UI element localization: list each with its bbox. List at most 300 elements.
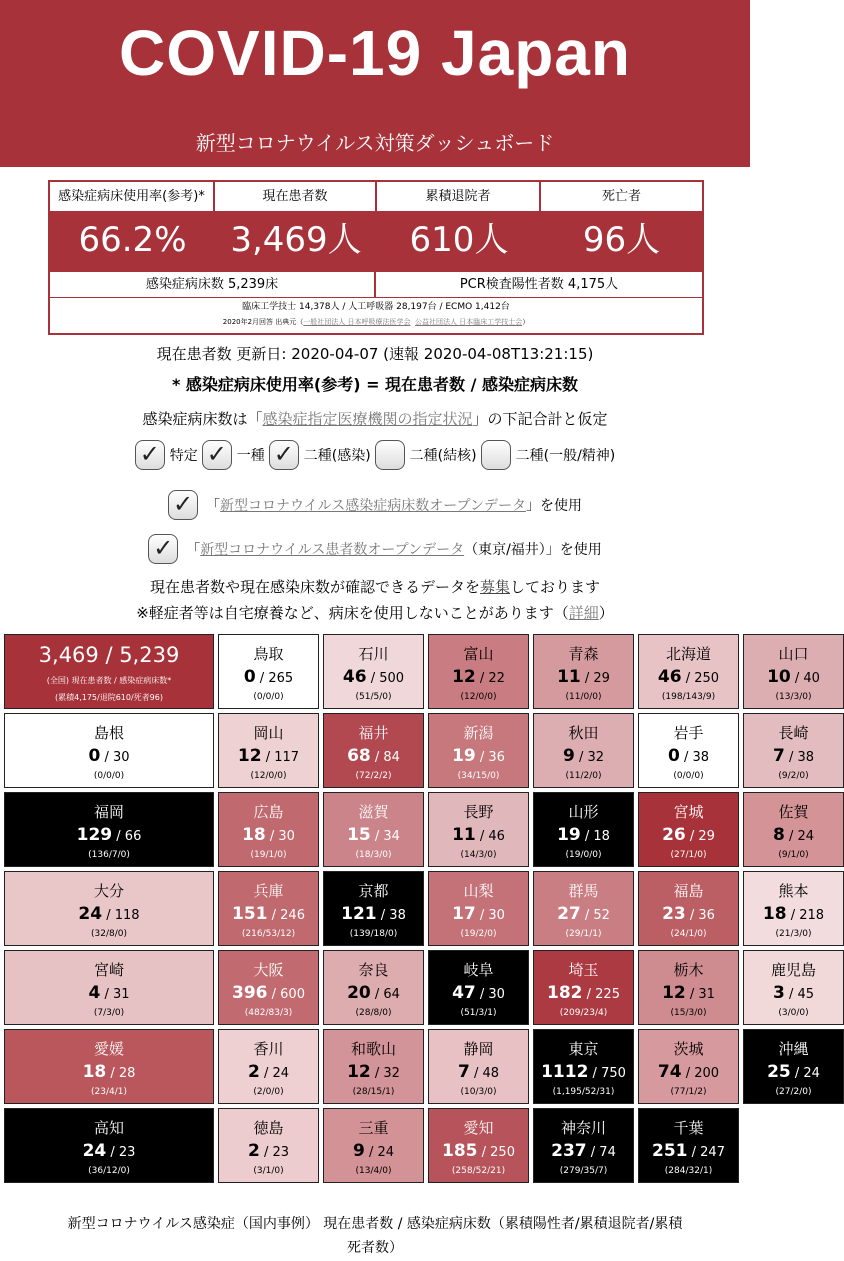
prefecture-detail: (28/8/0) [355, 1008, 392, 1018]
prefecture-cell[interactable] [533, 871, 634, 946]
open-bed-data-link[interactable]: 新型コロナウイルス感染症病床数オープンデータ [220, 498, 526, 514]
prefecture-value [639, 746, 738, 766]
prefecture-cell[interactable] [4, 871, 214, 946]
prefecture-cell[interactable] [743, 1029, 844, 1104]
current-patients: 46 [342, 667, 367, 687]
prefecture-value [5, 983, 213, 1003]
recruit-note [0, 576, 750, 597]
separator: / [370, 1066, 384, 1081]
prefecture-detail: (36/12/0) [88, 1166, 130, 1176]
current-patients: 9 [562, 746, 575, 766]
bed-count: 38 [692, 750, 710, 765]
prefecture-name: 大分 [93, 882, 124, 900]
prefecture-value [219, 1141, 318, 1161]
current-patients: 7 [457, 1062, 470, 1082]
prefecture-name: 岐阜 [463, 961, 494, 979]
prefecture-name: 茨城 [673, 1040, 704, 1058]
prefecture-cell[interactable] [533, 950, 634, 1025]
prefecture-detail: (51/3/1) [460, 1008, 497, 1018]
current-patients: 23 [662, 904, 686, 924]
current-patients: 19 [452, 746, 476, 766]
current-patients: 0 [243, 667, 256, 687]
bed-assumption [0, 408, 750, 429]
prefecture-cell[interactable] [218, 634, 319, 709]
separator: / [580, 671, 594, 686]
prefecture-value [744, 825, 843, 845]
prefecture-detail: (19/2/0) [460, 929, 497, 939]
prefecture-cell[interactable] [4, 792, 214, 867]
prefecture-value [219, 667, 318, 687]
prefecture-detail: (284/32/1) [664, 1166, 713, 1176]
label-bed-usage: 感染症病床使用率(参考)* [50, 182, 215, 211]
separator: / [259, 1066, 273, 1081]
prefecture-cell[interactable] [533, 634, 634, 709]
footer-line1: 新型コロナウイルス感染症（国内事例） 現在患者数 / 感染症病床数（累積陽性者/累積退院者/累積 [67, 1216, 683, 1232]
prefecture-name: 青森 [568, 645, 599, 663]
value-discharged: 610人 [409, 220, 509, 260]
open-bed-data-option[interactable] [0, 490, 750, 520]
checkbox-label: 特定 [169, 448, 198, 464]
prefecture-value [639, 667, 738, 687]
prefecture-detail: (216/53/12) [241, 929, 296, 939]
current-patients: 396 [232, 983, 268, 1003]
prefecture-cell[interactable] [533, 792, 634, 867]
bed-count: 30 [488, 908, 505, 923]
open-bed-prefix: 「 [206, 498, 221, 514]
footer-line2: 死者数） [347, 1240, 403, 1256]
prefecture-cell[interactable] [428, 1029, 529, 1104]
bed-count: 24 [272, 1066, 290, 1081]
prefecture-detail: (13/3/0) [775, 692, 812, 702]
separator: / [364, 1145, 378, 1160]
current-patients: 11 [557, 667, 581, 687]
prefecture-value [744, 983, 843, 1003]
prefecture-detail: (209/23/4) [559, 1008, 608, 1018]
separator: / [100, 750, 113, 765]
prefecture-name: 埼玉 [568, 961, 599, 979]
bed-count: 29 [593, 671, 610, 686]
prefecture-detail: (1,195/52/31) [552, 1087, 615, 1097]
prefecture-detail: (19/1/0) [250, 850, 287, 860]
prefecture-cell[interactable] [533, 713, 634, 788]
prefecture-value [639, 1062, 738, 1082]
bed-count: 66 [124, 829, 142, 844]
value-bed-usage: 66.2% [78, 220, 187, 260]
prefecture-value [324, 825, 423, 845]
prefecture-value [5, 746, 213, 766]
current-patients: 68 [347, 746, 371, 766]
current-patients: 129 [76, 825, 113, 845]
prefecture-name: 新潟 [463, 724, 494, 742]
prefecture-detail: (28/15/1) [352, 1087, 395, 1097]
prefecture-grid [4, 634, 825, 1183]
check-item-tokutei[interactable] [135, 440, 198, 470]
prefecture-detail: (258/52/21) [451, 1166, 506, 1176]
separator: / [574, 750, 588, 765]
prefecture-cell[interactable] [428, 713, 529, 788]
prefecture-cell[interactable] [638, 871, 739, 946]
checkbox-label: 二種(感染) [303, 448, 371, 464]
prefecture-cell[interactable] [428, 792, 529, 867]
prefecture-value [324, 983, 423, 1003]
prefecture-name: 石川 [358, 645, 389, 663]
prefecture-name: 長崎 [778, 724, 809, 742]
bed-count: 118 [114, 908, 140, 923]
bed-count: 64 [383, 987, 400, 1002]
prefecture-detail: (7/3/0) [93, 1008, 125, 1018]
prefecture-name: 徳島 [253, 1119, 284, 1137]
prefecture-value [534, 1062, 633, 1082]
summary-values [50, 211, 702, 272]
designation-link[interactable]: 感染症指定医療機関の指定状況 [262, 410, 473, 428]
prefecture-value [429, 983, 528, 1003]
current-patients: 74 [657, 1062, 682, 1082]
prefecture-cell[interactable] [638, 1108, 739, 1183]
prefecture-value [534, 746, 633, 766]
prefecture-cell[interactable] [218, 871, 319, 946]
prefecture-detail: (77/1/2) [670, 1087, 707, 1097]
prefecture-detail: (27/2/0) [775, 1087, 812, 1097]
checkbox-nishu-kekkaku[interactable] [375, 440, 405, 470]
prefecture-cell[interactable] [638, 634, 739, 709]
label-deaths: 死亡者 [541, 182, 702, 211]
prefecture-cell[interactable] [323, 1029, 424, 1104]
prefecture-detail: (19/0/0) [565, 850, 602, 860]
note-suffix: ） [598, 604, 614, 622]
separator: / [687, 1145, 701, 1160]
bed-count: 200 [694, 1066, 720, 1081]
prefecture-name: 奈良 [358, 961, 389, 979]
prefecture-value [429, 746, 528, 766]
prefecture-cell[interactable] [743, 634, 844, 709]
prefecture-name: 群馬 [568, 882, 599, 900]
checkbox-label: 一種 [236, 448, 265, 464]
equipment-info: 臨床工学技士 14,378人 / 人工呼吸器 28,197台 / ECMO 1,412台 [242, 302, 510, 312]
bed-count: 22 [488, 671, 505, 686]
current-patients: 20 [347, 983, 371, 1003]
prefecture-cell[interactable] [4, 713, 214, 788]
separator: / [477, 1145, 491, 1160]
prefecture-name: 富山 [463, 645, 494, 663]
prefecture-detail: (24/1/0) [670, 929, 707, 939]
prefecture-detail: (279/35/7) [559, 1166, 608, 1176]
prefecture-name: 宮城 [673, 803, 704, 821]
prefecture-cell[interactable] [323, 634, 424, 709]
separator: / [267, 987, 281, 1002]
prefecture-value [324, 1062, 423, 1082]
prefecture-cell[interactable] [323, 950, 424, 1025]
prefecture-value [219, 904, 318, 924]
checkbox-nishu-kansen[interactable] [269, 440, 299, 470]
prefecture-cell[interactable] [323, 713, 424, 788]
prefecture-cell[interactable] [218, 1029, 319, 1104]
bed-count: 265 [268, 671, 294, 686]
bed-count: 30 [488, 987, 505, 1002]
checkbox-tokutei[interactable] [135, 440, 165, 470]
bed-count: 32 [383, 1066, 400, 1081]
prefecture-cell[interactable] [428, 1108, 529, 1183]
summary-sub [50, 272, 702, 298]
prefecture-value [5, 825, 213, 845]
separator: / [784, 987, 798, 1002]
prefecture-detail: (0/0/0) [253, 692, 284, 702]
value-current-patients: 3,469人 [230, 220, 362, 260]
detail-link[interactable]: 詳細 [568, 604, 599, 622]
bed-count: 24 [803, 1066, 820, 1081]
source-prefix: 2020年2月回答 出典元（ [222, 318, 304, 326]
prefecture-cell[interactable] [533, 1029, 634, 1104]
source-link-jacet[interactable]: 公益社団法人 日本臨床工学技士会 [414, 318, 523, 326]
current-patients: 0 [88, 746, 101, 766]
prefecture-detail: (0/0/0) [93, 771, 125, 781]
separator: / [786, 908, 800, 923]
open-bed-suffix: 」を使用 [525, 498, 582, 514]
prefecture-value [744, 904, 843, 924]
separator: / [475, 750, 489, 765]
check-item-nishu-kekkaku[interactable] [375, 440, 477, 470]
separator: / [475, 671, 489, 686]
separator: / [255, 671, 269, 686]
prefecture-cell[interactable] [218, 950, 319, 1025]
prefecture-name: 島根 [93, 724, 124, 742]
national-total-breakdown: (累積4,175/退院610/死者96) [55, 693, 163, 702]
current-patients: 17 [452, 904, 476, 924]
prefecture-cell[interactable] [743, 950, 844, 1025]
prefecture-cell[interactable] [638, 1029, 739, 1104]
current-patients: 12 [452, 667, 476, 687]
current-patients: 15 [347, 825, 371, 845]
current-patients: 27 [557, 904, 581, 924]
bed-count: 18 [593, 829, 610, 844]
bed-count: 32 [587, 750, 605, 765]
separator: / [582, 987, 596, 1002]
prefecture-cell[interactable] [638, 950, 739, 1025]
separator: / [475, 908, 489, 923]
prefecture-cell[interactable] [323, 1108, 424, 1183]
pcr-count: PCR検査陽性者数 4,175人 [459, 277, 619, 292]
bed-count: 24 [377, 1145, 395, 1160]
prefecture-cell[interactable] [428, 871, 529, 946]
current-patients: 9 [352, 1141, 365, 1161]
recruit-link[interactable]: 募集 [479, 578, 510, 596]
prefecture-cell[interactable] [428, 634, 529, 709]
bed-count: 750 [601, 1066, 626, 1081]
prefecture-detail: (51/5/0) [355, 692, 392, 702]
current-patients: 11 [452, 825, 476, 845]
prefecture-detail: (11/0/0) [565, 692, 602, 702]
summary-panel [48, 180, 704, 335]
prefecture-detail: (32/8/0) [91, 929, 127, 939]
prefecture-name: 香川 [253, 1040, 284, 1058]
prefecture-detail: (34/15/0) [457, 771, 500, 781]
prefecture-cell[interactable] [743, 713, 844, 788]
prefecture-detail: (15/3/0) [670, 1008, 707, 1018]
check-item-isshu[interactable] [202, 440, 265, 470]
source-link-jsrcm[interactable]: 一般社団法人 日本呼吸療法医学会 [303, 318, 411, 326]
bed-count: 74 [599, 1145, 616, 1160]
prefecture-cell[interactable] [638, 713, 739, 788]
current-patients: 3 [772, 983, 785, 1003]
prefecture-cell[interactable] [4, 1029, 214, 1104]
prefecture-name: 宮崎 [93, 961, 124, 979]
prefecture-name: 神奈川 [560, 1119, 606, 1137]
separator: / [100, 987, 113, 1002]
checkbox-open-patient-data[interactable] [148, 534, 178, 564]
current-patients: 12 [662, 983, 686, 1003]
assume-prefix: 感染症病床数は「 [142, 410, 263, 428]
prefecture-value [324, 746, 423, 766]
prefecture-cell[interactable] [743, 871, 844, 946]
prefecture-cell[interactable] [533, 1108, 634, 1183]
checkbox-open-bed-data[interactable] [168, 490, 198, 520]
current-patients: 7 [772, 746, 785, 766]
prefecture-name: 広島 [253, 803, 284, 821]
current-patients: 18 [82, 1062, 107, 1082]
prefecture-value [219, 825, 318, 845]
bed-count: 600 [280, 987, 305, 1002]
prefecture-value [744, 746, 843, 766]
bed-count: 34 [383, 829, 400, 844]
current-patients: 251 [652, 1141, 688, 1161]
prefecture-detail: (136/7/0) [88, 850, 130, 860]
prefecture-value [639, 1141, 738, 1161]
prefecture-name: 東京 [568, 1040, 599, 1058]
recruit-prefix: 現在患者数や現在感染床数が確認できるデータを [149, 578, 480, 596]
bed-count: 38 [389, 908, 406, 923]
bed-count: 225 [595, 987, 620, 1002]
check-item-nishu-ippan[interactable] [481, 440, 616, 470]
prefecture-value [744, 667, 843, 687]
prefecture-detail: (10/3/0) [460, 1087, 497, 1097]
prefecture-cell[interactable] [218, 792, 319, 867]
separator: / [685, 908, 699, 923]
prefecture-cell[interactable] [743, 792, 844, 867]
current-patients: 19 [557, 825, 581, 845]
summary-labels [50, 182, 702, 211]
current-patients: 10 [767, 667, 791, 687]
prefecture-cell[interactable] [323, 792, 424, 867]
prefecture-cell[interactable] [218, 1108, 319, 1183]
prefecture-name: 北海道 [665, 645, 711, 663]
beds-count: 感染症病床数 5,239床 [50, 272, 376, 297]
separator: / [366, 671, 380, 686]
prefecture-value [639, 825, 738, 845]
current-patients: 1112 [541, 1062, 589, 1082]
bed-count: 30 [278, 829, 295, 844]
label-discharged: 累積退院者 [377, 182, 541, 211]
prefecture-value [219, 746, 318, 766]
prefecture-value [429, 1141, 528, 1161]
open-patient-data-link[interactable]: 新型コロナウイルス患者数オープンデータ [200, 542, 465, 558]
prefecture-name: 福島 [673, 882, 704, 900]
separator: / [790, 1066, 804, 1081]
prefecture-name: 京都 [358, 882, 389, 900]
prefecture-value [324, 1141, 423, 1161]
bed-count: 23 [118, 1145, 136, 1160]
separator: / [106, 1066, 119, 1081]
page-title: COVID-19 Japan [119, 17, 631, 89]
checkbox-isshu[interactable] [202, 440, 232, 470]
prefecture-name: 岩手 [673, 724, 704, 742]
bed-count: 250 [490, 1145, 515, 1160]
prefecture-cell[interactable] [4, 1108, 214, 1183]
current-patients: 24 [82, 1141, 107, 1161]
current-patients: 151 [232, 904, 268, 924]
prefecture-name: 和歌山 [350, 1040, 396, 1058]
current-patients: 2 [247, 1141, 260, 1161]
checkbox-nishu-ippan[interactable] [481, 440, 511, 470]
separator: / [475, 987, 489, 1002]
prefecture-name: 山口 [778, 645, 809, 663]
prefecture-detail: (21/3/0) [775, 929, 812, 939]
prefecture-cell[interactable] [323, 871, 424, 946]
current-patients: 12 [347, 1062, 371, 1082]
bed-count: 84 [383, 750, 400, 765]
bed-count: 30 [112, 750, 130, 765]
open-patient-data-option[interactable] [0, 534, 750, 564]
current-patients: 4 [88, 983, 101, 1003]
prefecture-name: 佐賀 [778, 803, 809, 821]
prefecture-name: 愛媛 [93, 1040, 124, 1058]
open-patient-prefix: 「 [186, 542, 201, 558]
check-item-nishu-kansen[interactable] [269, 440, 371, 470]
prefecture-value [324, 667, 423, 687]
bed-count: 24 [797, 829, 815, 844]
separator: / [265, 829, 279, 844]
prefecture-cell[interactable] [4, 950, 214, 1025]
separator: / [261, 750, 275, 765]
bed-count: 31 [698, 987, 715, 1002]
prefecture-name: 福岡 [93, 803, 124, 821]
prefecture-name: 大阪 [253, 961, 284, 979]
separator: / [580, 908, 594, 923]
bed-count: 40 [803, 671, 820, 686]
prefecture-name: 沖縄 [778, 1040, 809, 1058]
current-patients: 121 [341, 904, 377, 924]
separator: / [469, 1066, 483, 1081]
prefecture-name: 岡山 [253, 724, 284, 742]
current-patients: 24 [78, 904, 103, 924]
bed-count: 48 [482, 1066, 500, 1081]
bed-count: 36 [488, 750, 505, 765]
footer-caption [0, 1212, 750, 1260]
prefecture-detail: (27/1/0) [670, 850, 707, 860]
current-patients: 25 [767, 1062, 791, 1082]
prefecture-cell[interactable] [218, 713, 319, 788]
separator: / [685, 829, 699, 844]
prefecture-name: 山形 [568, 803, 599, 821]
prefecture-value [429, 825, 528, 845]
prefecture-detail: (9/2/0) [778, 771, 809, 781]
separator: / [102, 908, 115, 923]
label-current-patients: 現在患者数 [215, 182, 377, 211]
update-date: 現在患者数 更新日: 2020-04-07 (速報 2020-04-08T13:21:15) [156, 345, 594, 363]
prefecture-name: 静岡 [463, 1040, 494, 1058]
prefecture-cell[interactable] [638, 792, 739, 867]
header [0, 0, 750, 167]
separator: / [790, 671, 804, 686]
prefecture-name: 愛知 [463, 1119, 494, 1137]
separator: / [681, 671, 695, 686]
national-total-cell[interactable] [4, 634, 214, 709]
prefecture-cell[interactable] [428, 950, 529, 1025]
formula-note: * 感染症病床使用率(参考) = 現在患者数 / 感染症病床数 [171, 375, 579, 394]
separator: / [370, 750, 384, 765]
prefecture-value [534, 667, 633, 687]
prefecture-value [219, 1062, 318, 1082]
current-patients: 237 [551, 1141, 587, 1161]
recruit-suffix: しております [510, 578, 601, 596]
